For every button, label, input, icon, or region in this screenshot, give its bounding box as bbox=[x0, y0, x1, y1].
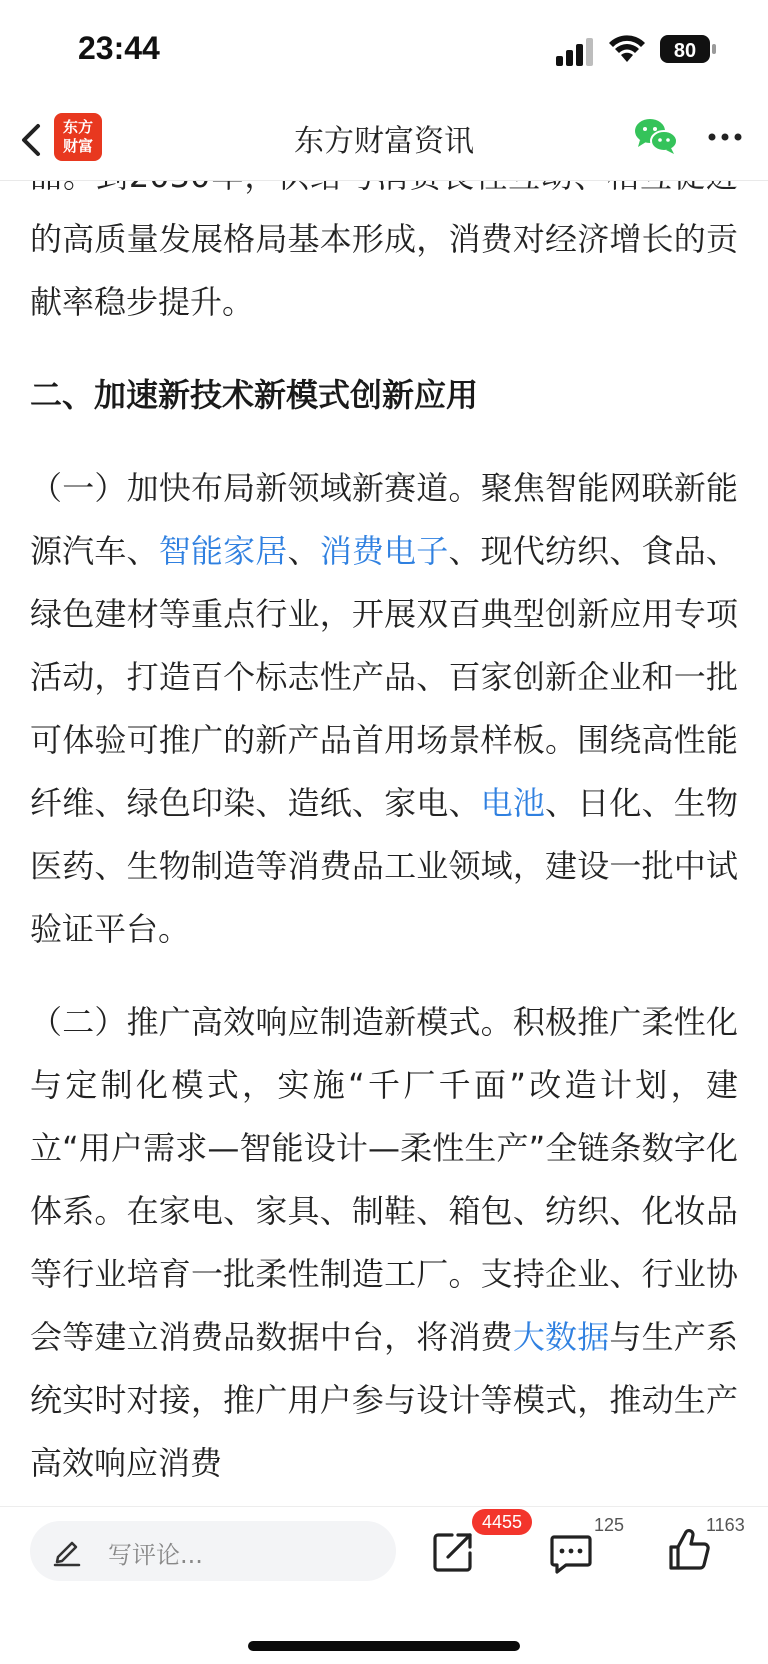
comment-button[interactable] bbox=[548, 1531, 594, 1577]
paragraph-section-1 bbox=[30, 457, 738, 961]
text-span: 、现代纺织、食品、绿色建材等重点行业，开展双百典型创新应用专项活动，打造百个标志性产品、百家创新企业和一批可体验可推广的新产品首用场景样板。围绕高性能纤维、绿色印染、造纸、家电、 bbox=[30, 532, 738, 822]
text-span: （二）推广高效响应制造新模式。积极推广柔性化与定制化模式，实施“千厂千面”改造计划，建立“用户需求—智能设计—柔性生产”全链条数字化体系。在家电、家具、制鞋、箱包、纺织、化妆品等行业培育一批柔性制造工厂。支持企业、行业协会等建立消费品数据中台，将消费 bbox=[30, 1003, 738, 1356]
article-body bbox=[0, 180, 768, 1506]
link-battery[interactable]: 电池 bbox=[480, 784, 546, 822]
comment-count: 125 bbox=[594, 1515, 625, 1535]
text-span: （一）加快布局新领域新赛道。聚焦智能网联新能源汽车、 bbox=[30, 469, 738, 570]
wechat-icon[interactable] bbox=[634, 116, 678, 156]
link-smart-home[interactable]: 智能家居 bbox=[158, 532, 288, 570]
source-logo[interactable] bbox=[54, 113, 102, 161]
status-bar bbox=[0, 0, 768, 100]
like-count: 1163 bbox=[706, 1515, 745, 1535]
battery-icon bbox=[660, 34, 718, 64]
more-icon[interactable] bbox=[700, 122, 750, 152]
paragraph-section-2 bbox=[30, 991, 738, 1495]
comment-icon bbox=[548, 1531, 594, 1577]
logo-line1: 东方 bbox=[62, 118, 93, 136]
status-time: 23:44 bbox=[78, 30, 160, 66]
share-icon bbox=[430, 1529, 476, 1575]
link-consumer-electronics[interactable]: 消费电子 bbox=[319, 532, 449, 570]
section-heading: 二、加速新技术新模式创新应用 bbox=[30, 376, 479, 414]
signal-icon bbox=[556, 38, 596, 66]
home-indicator[interactable] bbox=[248, 1641, 520, 1651]
back-icon[interactable] bbox=[14, 118, 50, 162]
comment-placeholder: 写评论... bbox=[108, 1541, 203, 1569]
comment-input[interactable] bbox=[30, 1521, 396, 1581]
wifi-icon bbox=[608, 34, 646, 64]
bottom-bar bbox=[0, 1506, 768, 1664]
paragraph-intro: 的高质量发展格局基本形成，消费对经济增长的贡献率稳步提升。 bbox=[30, 220, 738, 321]
page-title: 东方财富资讯 bbox=[294, 124, 474, 159]
article-content bbox=[30, 145, 738, 1495]
share-button[interactable] bbox=[430, 1529, 476, 1575]
battery-level: 80 bbox=[673, 40, 697, 62]
link-big-data[interactable]: 大数据 bbox=[512, 1318, 610, 1356]
text-span: 与生产系统实时对接，推广用户参与设计等模式，推动生产高效响应消费 bbox=[30, 1318, 738, 1482]
text-span: 、日化、生物医药、生物制造等消费品工业领域，建设一批中试验证平台。 bbox=[30, 784, 738, 948]
nav-bar bbox=[0, 100, 768, 181]
logo-line2: 财富 bbox=[62, 137, 93, 155]
share-count-badge: 4455 bbox=[472, 1509, 532, 1535]
edit-icon bbox=[52, 1535, 82, 1567]
text-span: 、 bbox=[287, 532, 320, 570]
